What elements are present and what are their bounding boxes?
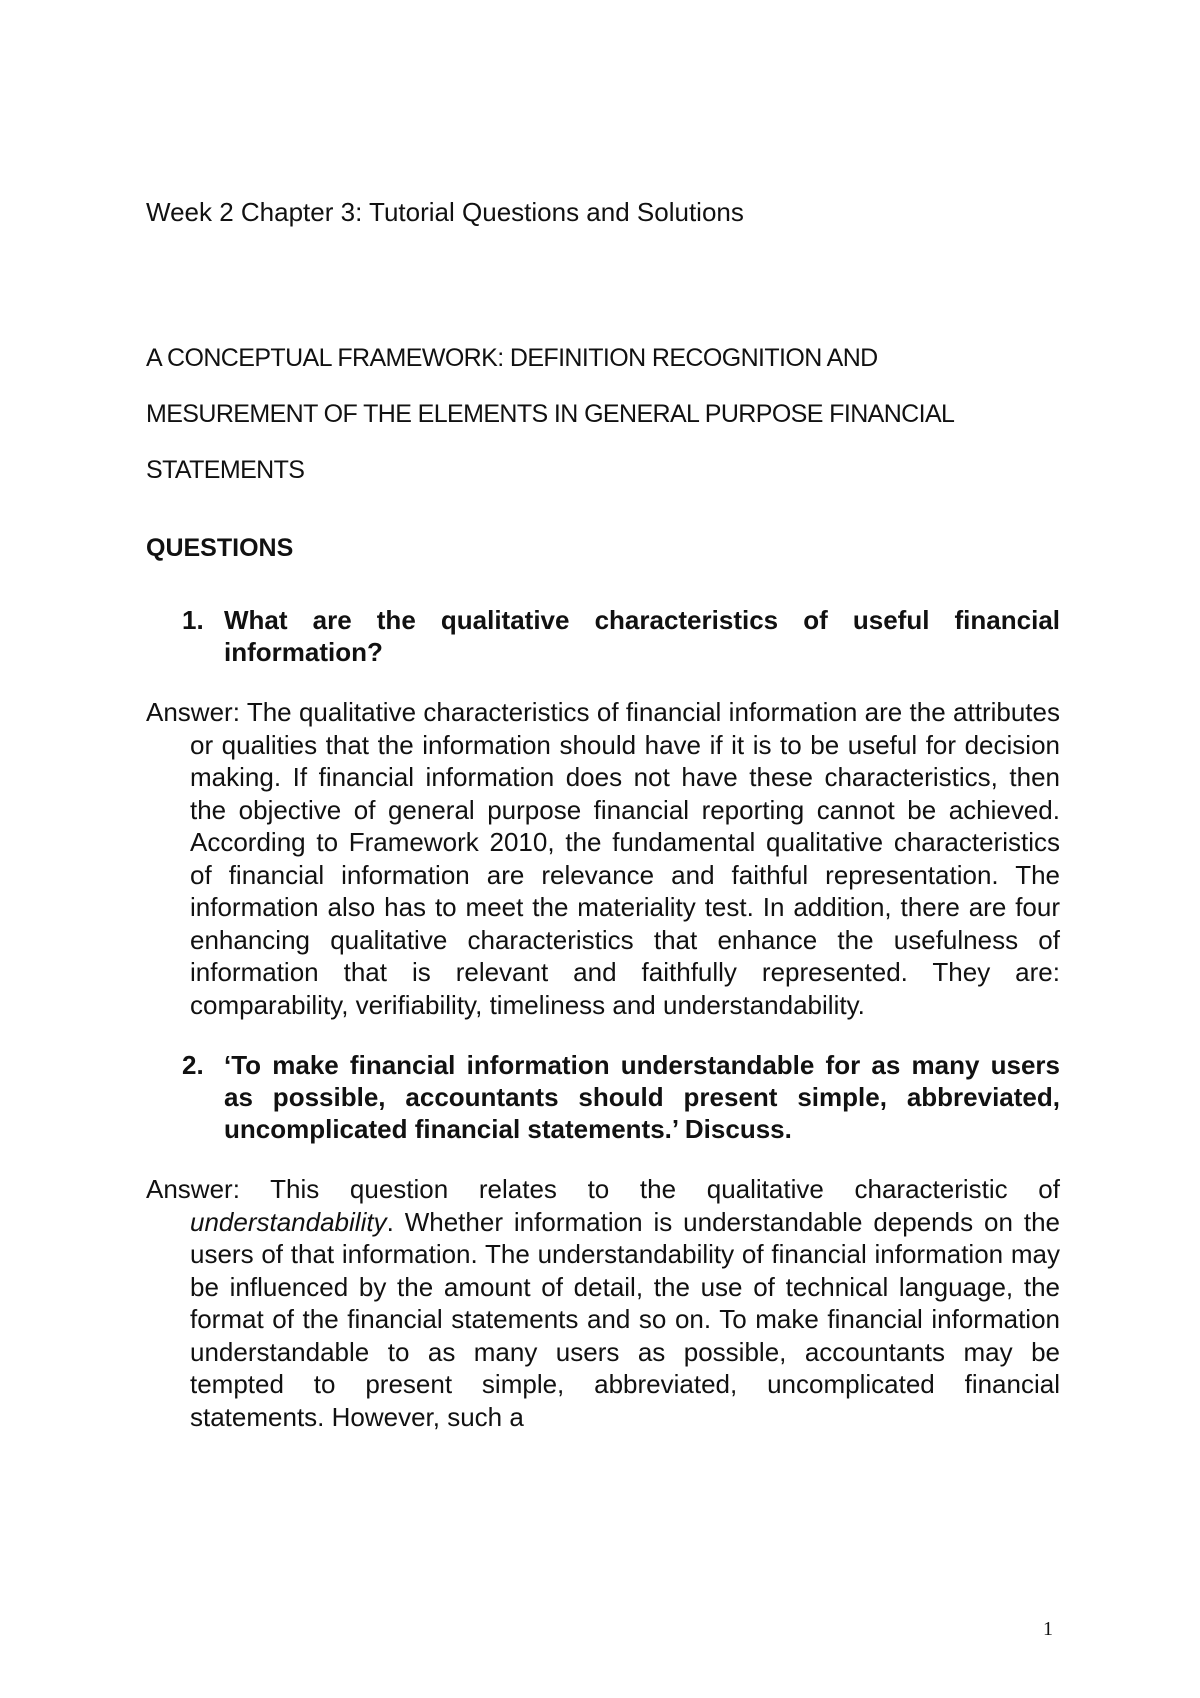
answer-1 xyxy=(146,696,1060,1021)
question-number: 1. xyxy=(182,605,204,635)
answer-label: Answer: xyxy=(146,1174,240,1204)
question-2 xyxy=(146,1049,1060,1145)
heading-line: STATEMENTS xyxy=(146,456,305,484)
page-content xyxy=(146,196,1060,1433)
answer-label: Answer: xyxy=(146,697,240,727)
document-title: Week 2 Chapter 3: Tutorial Questions and Solutions xyxy=(146,197,744,227)
question-text: What are the qualitative characteristics of useful financial information? xyxy=(224,605,1060,667)
section-heading xyxy=(146,330,1060,498)
answer-2 xyxy=(146,1173,1060,1433)
answer-text: This question relates to the qualitative characteristic of xyxy=(270,1174,1060,1204)
heading-line: A CONCEPTUAL FRAMEWORK: DEFINITION RECOGNITION AND xyxy=(146,344,878,372)
questions-label: QUESTIONS xyxy=(146,534,294,562)
answer-text: The qualitative characteristics of financial information are the attributes or qualities that the information should have if it is to be useful for decision making. If financial information does not have these characteristics, then the objective of general purpose financial reporting cannot be achieved. According to Framework 2010, the fundamental qualitative characteristics of financial information are relevance and faithful representation. The information also has to meet the materiality test. In addition, there are four enhancing qualitative characteristics that enhance the usefulness of information that is relevant and faithfully represented. They are: comparability, verifiability, timeliness and understandability. xyxy=(190,697,1060,1020)
heading-line: MESUREMENT OF THE ELEMENTS IN GENERAL PURPOSE FINANCIAL xyxy=(146,400,955,428)
answer-text-continued: . Whether information is understandable depends on the users of that information. The understandability of financial information may be influenced by the amount of detail, the use of technical language, the format of the financial statements and so on. To make financial information understandable to as many users as possible, accountants may be tempted to present simple, abbreviated, uncomplicated financial statements. However, such a xyxy=(190,1206,1060,1432)
page-number: 1 xyxy=(1043,1618,1053,1640)
question-1 xyxy=(146,604,1060,668)
answer-emphasis: understandability xyxy=(190,1206,387,1237)
question-text: ‘To make financial information understandable for as many users as possible, accountants should present simple, abbreviated, uncomplicated financial statements.’ Discuss. xyxy=(224,1050,1060,1144)
question-number: 2. xyxy=(182,1050,204,1080)
